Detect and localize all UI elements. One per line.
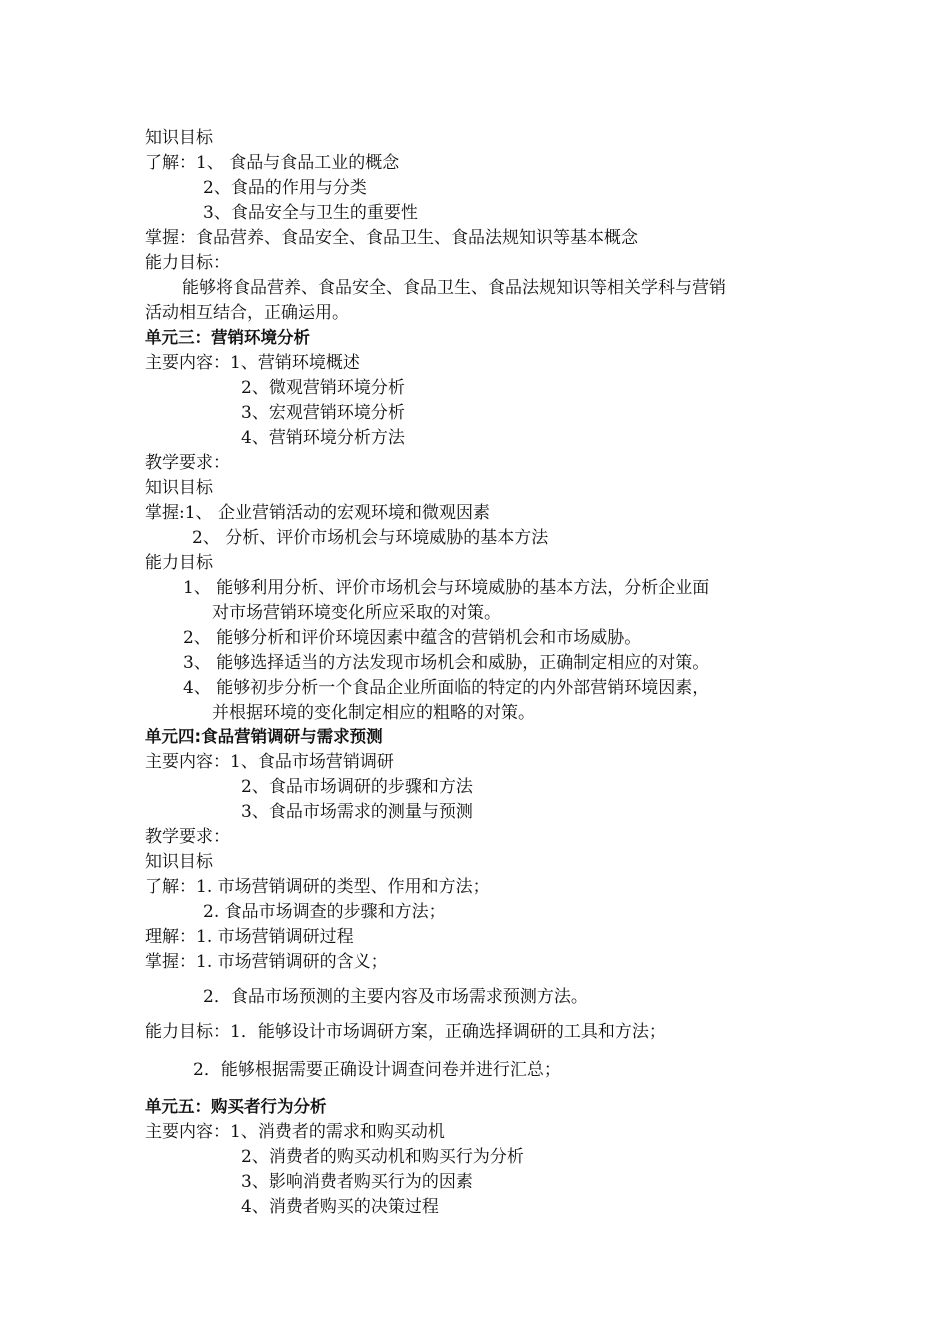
text-line: 并根据环境的变化制定相应的粗略的对策。 (212, 703, 535, 723)
text-line: 了解：1、 食品与食品工业的概念 (145, 153, 400, 173)
text-line: 3、宏观营销环境分析 (241, 403, 405, 423)
text-line: 3、食品市场需求的测量与预测 (241, 802, 473, 822)
text-line: 2、食品市场调研的步骤和方法 (241, 777, 473, 797)
teaching-requirement-heading: 教学要求： (145, 827, 230, 847)
text-line: 2．食品市场预测的主要内容及市场需求预测方法。 (203, 987, 588, 1007)
knowledge-goal-heading: 知识目标 (145, 852, 213, 872)
text-line: 主要内容：1、消费者的需求和购买动机 (145, 1122, 445, 1142)
ability-goal-heading: 能力目标 (145, 553, 213, 573)
text-line: 了解：1. 市场营销调研的类型、作用和方法； (145, 877, 490, 897)
text-line: 4、营销环境分析方法 (241, 428, 405, 448)
text-line: 2．能够根据需要正确设计调查问卷并进行汇总； (193, 1060, 561, 1080)
text-line: 活动相互结合，正确运用。 (145, 303, 349, 323)
text-line: 2. 食品市场调查的步骤和方法； (203, 902, 446, 922)
text-line: 3、 能够选择适当的方法发现市场机会和威胁，正确制定相应的对策。 (183, 653, 710, 673)
text-line: 2、 能够分析和评价环境因素中蕴含的营销机会和市场威胁。 (183, 628, 642, 648)
text-line: 主要内容：1、营销环境概述 (145, 353, 360, 373)
text-line: 能力目标：1．能够设计市场调研方案，正确选择调研的工具和方法； (145, 1022, 666, 1042)
text-line: 掌握：食品营养、食品安全、食品卫生、食品法规知识等基本概念 (145, 228, 638, 248)
text-line: 3、影响消费者购买行为的因素 (241, 1172, 473, 1192)
text-line: 主要内容：1、食品市场营销调研 (145, 752, 394, 772)
unit-3-heading: 单元三：营销环境分析 (145, 328, 310, 347)
knowledge-goal-heading: 知识目标 (145, 128, 213, 148)
teaching-requirement-heading: 教学要求： (145, 453, 230, 473)
ability-goal-heading: 能力目标： (145, 253, 230, 273)
text-line: 3、食品安全与卫生的重要性 (203, 203, 418, 223)
text-line: 2、消费者的购买动机和购买行为分析 (241, 1147, 524, 1167)
text-line: 4、消费者购买的决策过程 (241, 1197, 439, 1217)
unit-5-heading: 单元五：购买者行为分析 (145, 1097, 327, 1116)
text-line: 理解：1. 市场营销调研过程 (145, 927, 354, 947)
text-line: 掌握：1. 市场营销调研的含义； (145, 952, 388, 972)
text-line: 2、食品的作用与分类 (203, 178, 367, 198)
text-line: 1、 能够利用分析、评价市场机会与环境威胁的基本方法，分析企业面 (183, 578, 710, 598)
unit-4-heading: 单元四:食品营销调研与需求预测 (145, 727, 383, 746)
knowledge-goal-heading: 知识目标 (145, 478, 213, 498)
text-line: 4、 能够初步分析一个食品企业所面临的特定的内外部营销环境因素， (183, 678, 710, 698)
text-line: 2、 分析、评价市场机会与环境威胁的基本方法 (192, 528, 549, 548)
text-line: 对市场营销环境变化所应采取的对策。 (212, 603, 501, 623)
text-line: 掌握:1、 企业营销活动的宏观环境和微观因素 (145, 503, 490, 523)
text-line: 能够将食品营养、食品安全、食品卫生、食品法规知识等相关学科与营销 (182, 278, 726, 298)
text-line: 2、微观营销环境分析 (241, 378, 405, 398)
